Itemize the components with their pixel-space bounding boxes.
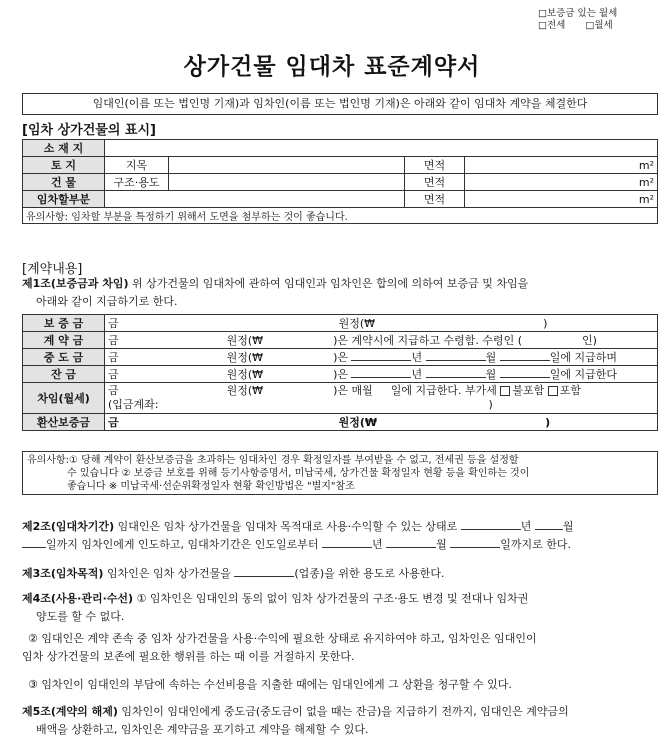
land-type-label: 지목 bbox=[105, 157, 169, 174]
table-row bbox=[23, 191, 658, 208]
deposit-value[interactable]: 금 원정(₩ ) bbox=[105, 315, 658, 332]
vat-excluded-checkbox[interactable] bbox=[500, 386, 510, 396]
document-title: 상가건물 임대차 표준계약서 bbox=[183, 54, 481, 80]
leased-area-label: 면적 bbox=[405, 191, 465, 208]
property-note: 유의사항: 임차할 부분을 특정하기 위해서 도면을 첨부하는 것이 좋습니다. bbox=[23, 208, 658, 224]
table-row bbox=[23, 366, 658, 383]
vat-included-checkbox[interactable] bbox=[548, 386, 558, 396]
building-type-value[interactable] bbox=[169, 174, 405, 191]
table-row bbox=[23, 332, 658, 349]
down-payment-label: 계 약 금 bbox=[23, 332, 105, 349]
account-label: (입금계좌: bbox=[108, 398, 159, 411]
article-5: 제5조(계약의 해제) 임차인이 임대인에게 중도금(중도금이 없을 때는 잔금)을 지급하기 전까지, 임대인은 계약금의 배액을 상환하고, 임차인은 계약금을 포기하고 계약을 해제할 수 있다. bbox=[22, 705, 569, 736]
rent-label: 차임(월세) bbox=[23, 383, 105, 414]
location-label: 소 재 지 bbox=[23, 140, 105, 157]
middle-payment-value[interactable]: 금 원정(₩ )은 년 월 일에 지급하며 bbox=[105, 349, 658, 366]
converted-deposit-label: 환산보증금 bbox=[23, 414, 105, 431]
table-row bbox=[23, 349, 658, 366]
location-value[interactable] bbox=[105, 140, 658, 157]
option-jeonse[interactable]: □전세 bbox=[538, 20, 566, 31]
contract-type-options bbox=[538, 8, 617, 32]
middle-payment-label: 중 도 금 bbox=[23, 349, 105, 366]
table-row bbox=[23, 140, 658, 157]
article-1 bbox=[22, 275, 658, 311]
option-monthly[interactable]: □월세 bbox=[585, 20, 613, 31]
rent-value[interactable]: 금 원정(₩ )은 매월 일에 지급한다. 부가세 불포함 포함 (입금계좌: ) bbox=[105, 383, 658, 414]
article-4-para-2: ② 임대인은 계약 존속 중 임차 상가건물을 사용·수익에 필요한 상태로 유지하여야 하고, 임차인은 임대인이 임차 상가건물의 보존에 필요한 행위를 하는 때 이를 거절하지 못한다. bbox=[22, 632, 537, 663]
article-1-title: 제1조(보증금과 차임) bbox=[22, 277, 129, 290]
payment-table bbox=[22, 314, 658, 431]
converted-deposit-value[interactable]: 금 원정(₩ ) bbox=[105, 414, 658, 431]
contract-heading: [계약내용] bbox=[22, 262, 83, 277]
table-row bbox=[23, 383, 658, 414]
article-3: 제3조(임차목적) 임차인은 임차 상가건물을 (업종)을 위한 용도로 사용한다. bbox=[22, 567, 445, 580]
article-2: 제2조(임대차기간) 임대인은 임차 상가건물을 임대차 목적대로 사용·수익할 수 있는 상태로 년 월 일까지 임차인에게 인도하고, 임대차기간은 인도일로부터 년 월 일까지로 한다. bbox=[22, 520, 574, 551]
balance-label: 잔 금 bbox=[23, 366, 105, 383]
deposit-label: 보 증 금 bbox=[23, 315, 105, 332]
intro-box: 임대인(이름 또는 법인명 기재)과 임차인(이름 또는 법인명 기재)은 아래와 같이 임대차 계약을 체결한다 bbox=[22, 93, 658, 115]
building-area-value[interactable]: m² bbox=[465, 174, 658, 191]
land-area-value[interactable]: m² bbox=[465, 157, 658, 174]
land-type-value[interactable] bbox=[169, 157, 405, 174]
building-area-label: 면적 bbox=[405, 174, 465, 191]
table-row bbox=[23, 414, 658, 431]
option-deposit-monthly[interactable]: □보증금 있는 월세 bbox=[538, 8, 618, 19]
article-4-para-3: ③ 임차인이 임대인의 부담에 속하는 수선비용을 지출한 때에는 임대인에게 그 상환을 청구할 수 있다. bbox=[28, 678, 512, 691]
land-label: 토 지 bbox=[23, 157, 105, 174]
down-payment-value[interactable]: 금 원정(₩ )은 계약시에 지급하고 수령함. 수령인 ( 인) bbox=[105, 332, 658, 349]
property-heading: [임차 상가건물의 표시] bbox=[22, 123, 156, 138]
payment-note: 유의사항:① 당해 계약이 환산보증금을 초과하는 임대차인 경우 확정일자를 부여받을 수 없고, 전세권 등을 설정할 수 있습니다 ② 보증금 보호를 위해 등기사항증명서, 미납국세, 상가건물 확정일자 현황 등을 확인하는 것이 좋습니다 ※ 미납국세·선순위확정일자 현황 확인방법은 "별지"참조 bbox=[22, 451, 658, 495]
building-type-label: 구조·용도 bbox=[105, 174, 169, 191]
article-1-text: 위 상가건물의 임대차에 관하여 임대인과 임차인은 합의에 의하여 보증금 및 차임을 bbox=[132, 277, 529, 290]
property-table bbox=[22, 139, 658, 224]
leased-part-value[interactable] bbox=[105, 191, 405, 208]
leased-area-value[interactable]: m² bbox=[465, 191, 658, 208]
article-1-text2: 아래와 같이 지급하기로 한다. bbox=[36, 295, 178, 308]
table-row bbox=[23, 157, 658, 174]
table-row bbox=[23, 208, 658, 224]
article-4: 제4조(사용·관리·수선) ① 임차인은 임대인의 동의 없이 임차 상가건물의 구조·용도 변경 및 전대나 임차권 양도를 할 수 없다. bbox=[22, 592, 529, 623]
table-row bbox=[23, 315, 658, 332]
table-row bbox=[23, 174, 658, 191]
land-area-label: 면적 bbox=[405, 157, 465, 174]
leased-part-label: 임차할부분 bbox=[23, 191, 105, 208]
building-label: 건 물 bbox=[23, 174, 105, 191]
balance-value[interactable]: 금 원정(₩ )은 년 월 일에 지급한다 bbox=[105, 366, 658, 383]
